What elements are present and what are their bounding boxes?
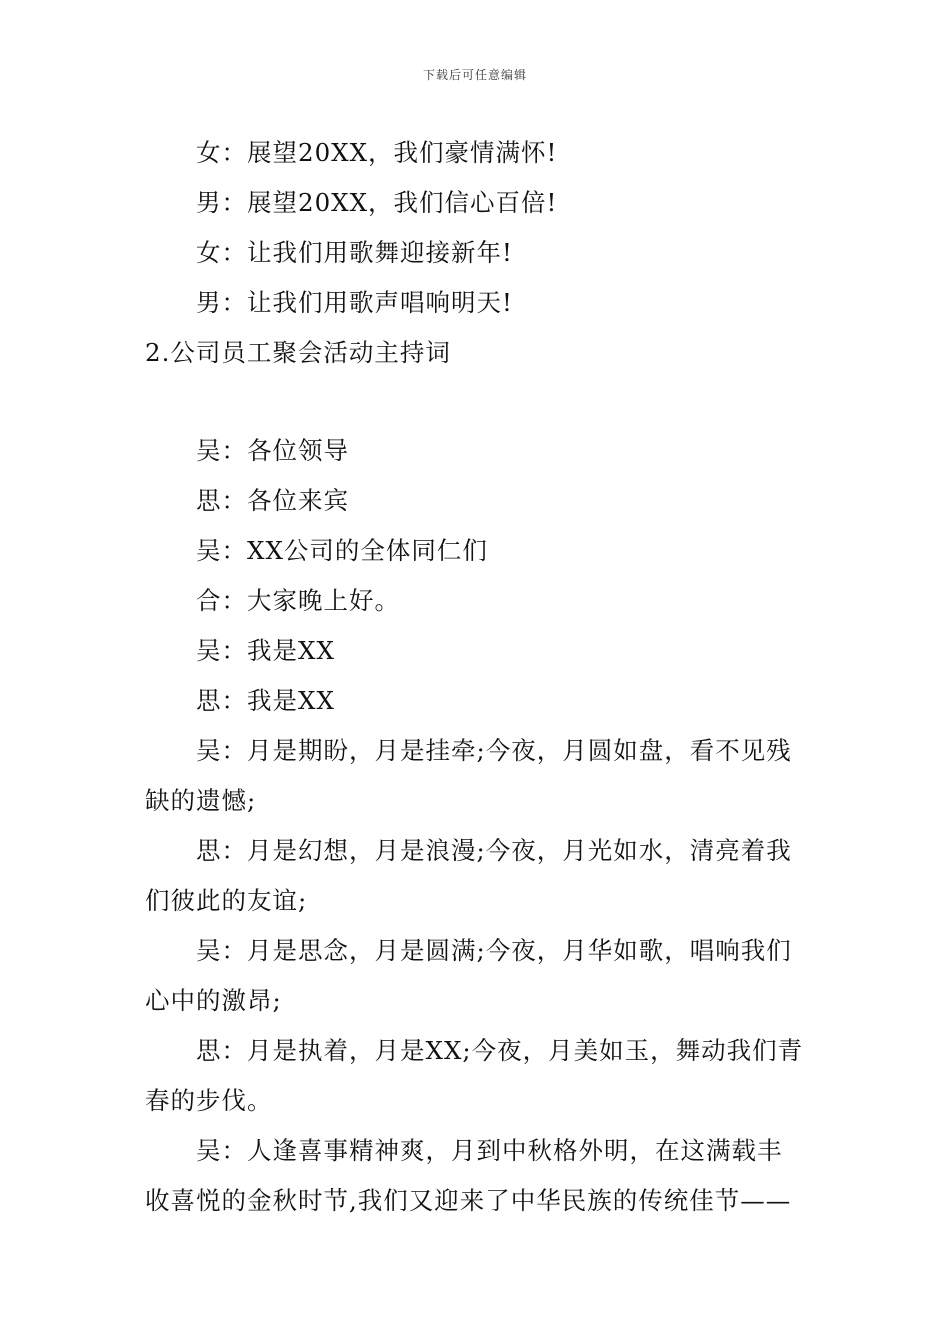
dialogue-line: 合：大家晚上好。 xyxy=(196,586,400,615)
dialogue-line: 吴：月是思念，月是圆满;今夜，月华如歌，唱响我们 xyxy=(196,936,792,965)
page-header-note: 下载后可任意编辑 xyxy=(422,68,527,82)
dialogue-line: 思：月是幻想，月是浪漫;今夜，月光如水，清亮着我 xyxy=(196,836,792,865)
dialogue-continuation: 收喜悦的金秋时节,我们又迎来了中华民族的传统佳节—— xyxy=(145,1186,792,1215)
dialogue-line: 吴：各位领导 xyxy=(196,436,349,465)
dialogue-continuation: 缺的遗憾; xyxy=(145,786,257,815)
dialogue-line: 男：展望20XX，我们信心百倍! xyxy=(196,188,558,217)
dialogue-line: 女：让我们用歌舞迎接新年! xyxy=(196,238,513,267)
dialogue-line: 女：展望20XX，我们豪情满怀! xyxy=(196,138,558,167)
dialogue-line: 吴：月是期盼，月是挂牵;今夜，月圆如盘，看不见残 xyxy=(196,736,792,765)
dialogue-line: 思：月是执着，月是XX;今夜，月美如玉，舞动我们青 xyxy=(196,1036,804,1065)
dialogue-continuation: 们彼此的友谊; xyxy=(145,886,308,915)
blank-line xyxy=(145,378,810,426)
document-body xyxy=(145,128,810,1226)
dialogue-line: 吴：人逢喜事精神爽，月到中秋格外明，在这满载丰 xyxy=(196,1136,783,1165)
section-heading: 2.公司员工聚会活动主持词 xyxy=(145,338,451,367)
dialogue-line: 男：让我们用歌声唱响明天! xyxy=(196,288,513,317)
dialogue-line: 思：各位来宾 xyxy=(196,486,349,515)
dialogue-continuation: 心中的激昂; xyxy=(145,986,282,1015)
dialogue-line: 吴：XX公司的全体同仁们 xyxy=(196,536,488,565)
dialogue-line: 吴：我是XX xyxy=(196,636,335,665)
dialogue-continuation: 春的步伐。 xyxy=(145,1086,273,1115)
dialogue-line: 思：我是XX xyxy=(196,686,335,715)
